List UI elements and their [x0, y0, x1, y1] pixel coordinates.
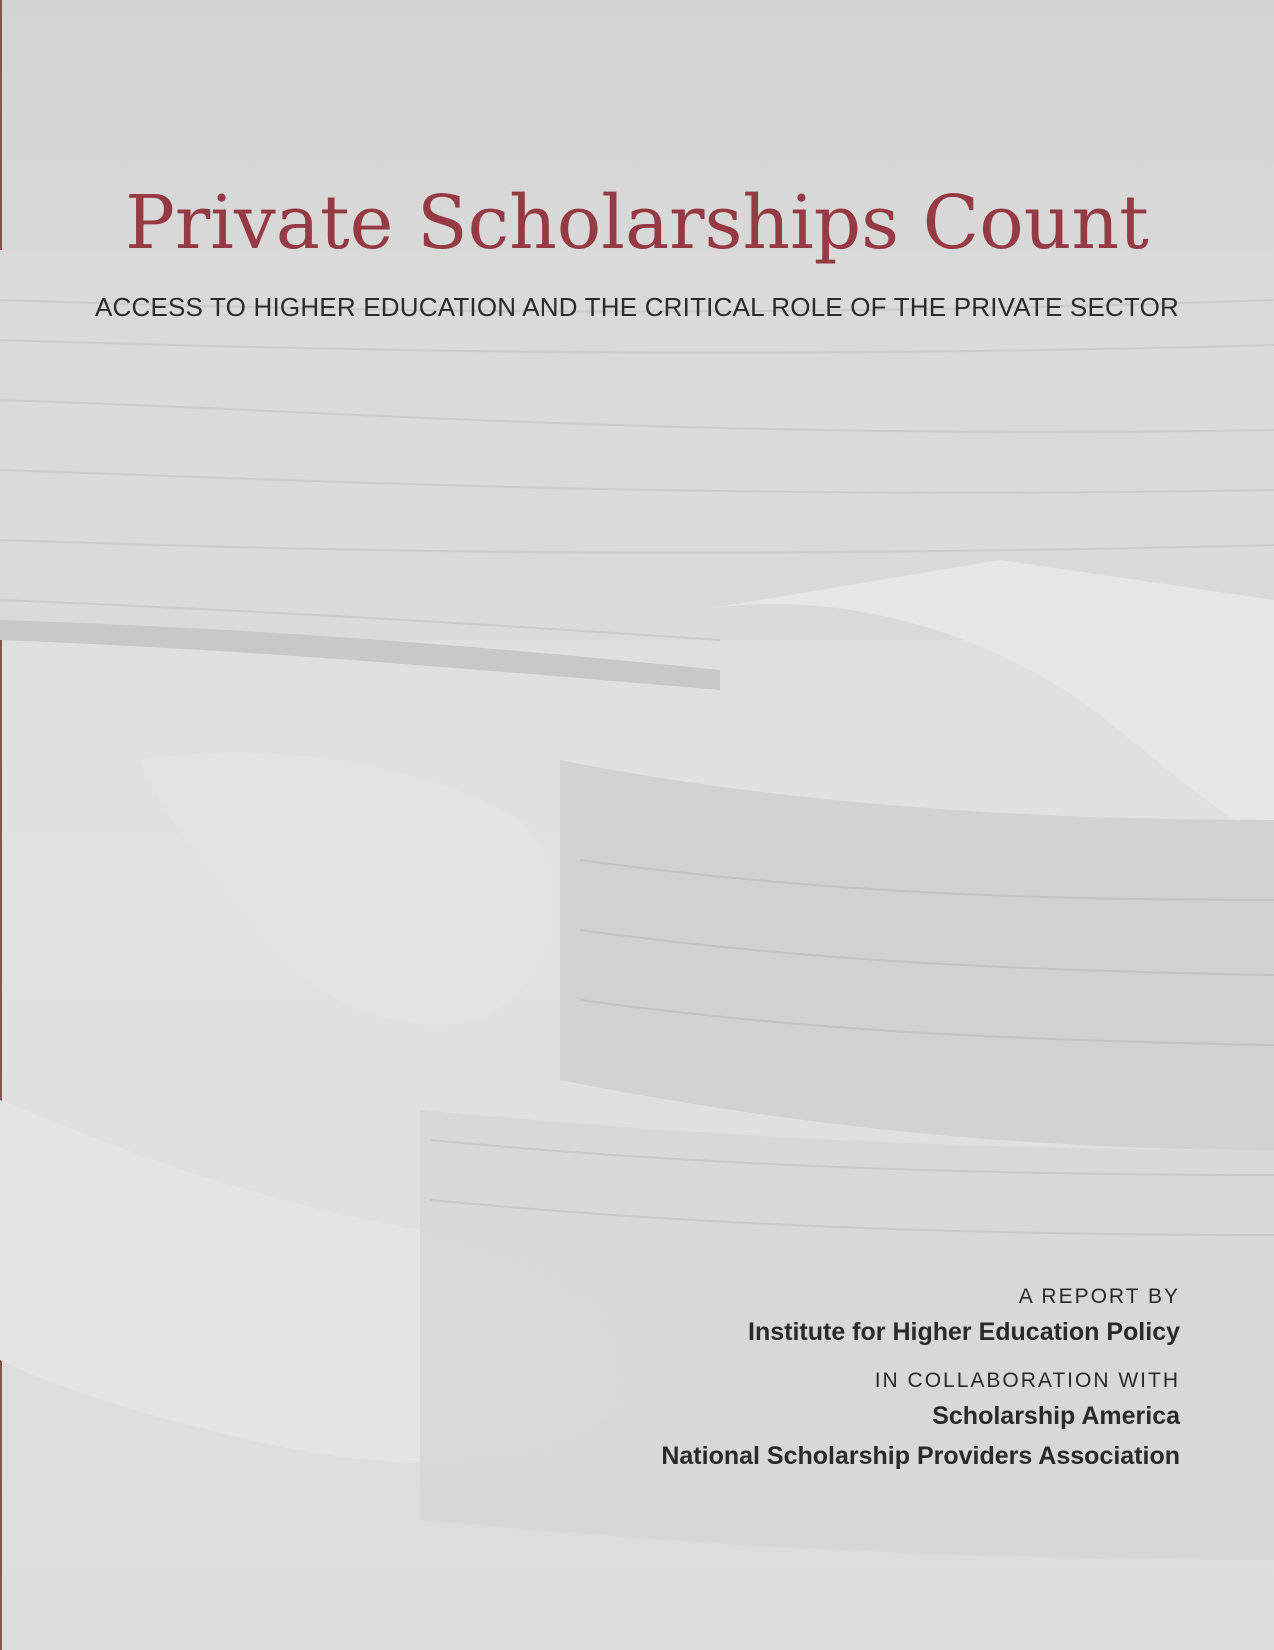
report-subtitle: ACCESS TO HIGHER EDUCATION AND THE CRITICAL ROLE OF THE PRIVATE SECTOR: [94, 292, 1180, 322]
book-block-middle: [560, 760, 1274, 1150]
partner-name: Scholarship America: [932, 1402, 1180, 1430]
partner-name: National Scholarship Providers Association: [661, 1442, 1180, 1470]
collaboration-label: IN COLLABORATION WITH: [874, 1369, 1180, 1392]
author-name: Institute for Higher Education Policy: [748, 1318, 1180, 1346]
report-title: Private Scholarships Count: [125, 180, 1149, 266]
report-by-label: A REPORT BY: [1018, 1285, 1180, 1308]
credits-block: [480, 1282, 1180, 1476]
thumb-shape: [140, 753, 555, 1025]
